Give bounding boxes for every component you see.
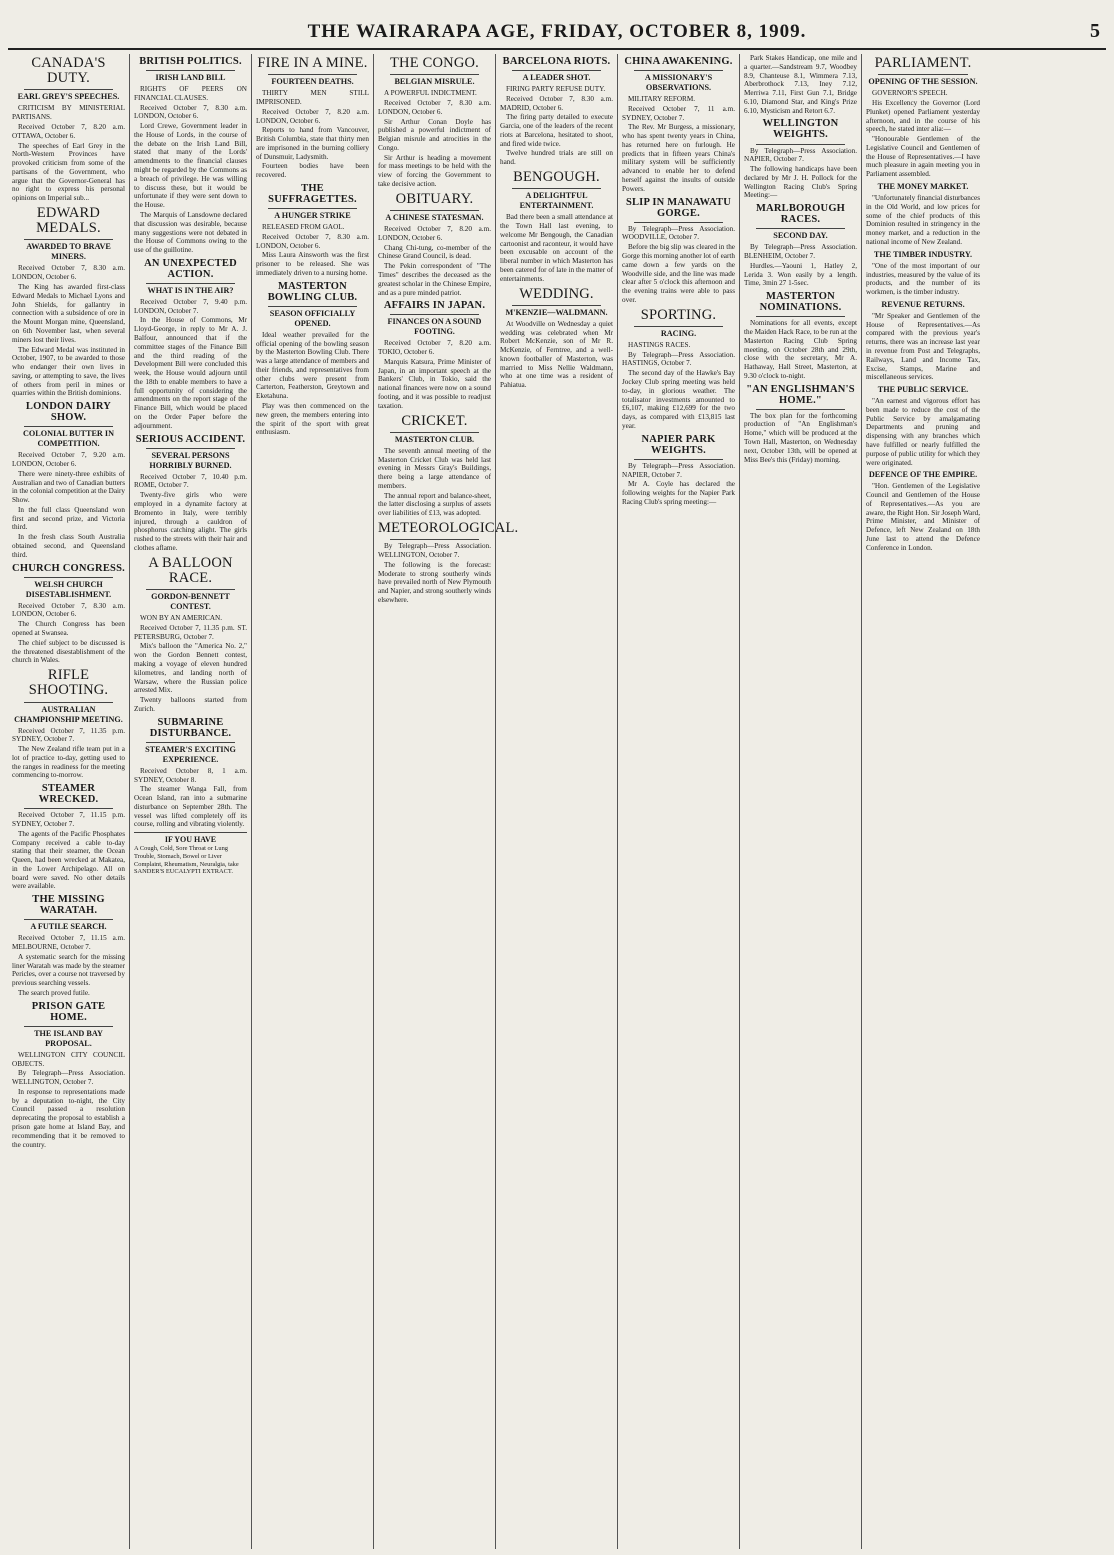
article bbox=[378, 414, 491, 518]
article bbox=[134, 717, 247, 830]
article-paragraph: The King has awarded first-class Edward Medals to Michael Lyons and John Shields, for gallantry in connection with a subsidence of ore in the Mount Morgan mine, Queensland, on 6th November last, when several miners lost their lives. bbox=[12, 283, 125, 344]
article-body bbox=[378, 447, 491, 518]
article-paragraph: The Church Congress has been opened at Swansea. bbox=[12, 620, 125, 637]
article bbox=[12, 563, 125, 665]
headline-rule bbox=[390, 210, 479, 211]
article-paragraph: Miss Laura Ainsworth was the first prisoner to be released. She was immediately driven to a nursing home. bbox=[256, 251, 369, 277]
headline-rule bbox=[634, 222, 723, 223]
article-headline: AFFAIRS IN JAPAN. bbox=[383, 300, 486, 312]
article-paragraph: Park Stakes Handicap, one mile and a quarter.—Sandstream 9.7, Woodbey 8.9, Chanteuse 8.1, Wimmera 7.13, Aberbrothock 7.13, Iney 7.12, Merriwa 7.11, First Gun 7.1, Bridge 6.10, Diamond Star, and King's Prize 6.10, Mysticism and Retort 6.7. bbox=[744, 54, 857, 115]
article bbox=[12, 56, 125, 203]
article-headline: AN UNEXPECTED ACTION. bbox=[144, 257, 237, 280]
article-paragraph: Chang Chi-tung, co-member of the Chinese Grand Council, is dead. bbox=[378, 243, 491, 261]
article-paragraph: The agents of the Pacific Phosphates Company received a cable to-day stating that their steamer, the Ocean Queen, had been wrecked at Makatea, in the Lower Archipelago. All on board were saved. No other details were available. bbox=[12, 829, 125, 891]
article-paragraph: By Telegraph—Press Association. HASTINGS, October 7. bbox=[622, 350, 735, 368]
article-body bbox=[256, 331, 369, 437]
article-subhead: RACING. bbox=[660, 328, 697, 338]
article-body bbox=[866, 397, 980, 467]
article bbox=[500, 170, 613, 283]
article-headline: THE MISSING WARATAH. bbox=[32, 894, 105, 917]
article bbox=[12, 783, 125, 891]
headline-rule bbox=[146, 742, 235, 743]
article-paragraph: RELEASED FROM GAOL. bbox=[262, 223, 345, 232]
article-headline: CANADA'S DUTY. bbox=[31, 55, 106, 87]
headline-rule bbox=[24, 702, 113, 703]
article-paragraph: The search proved futile. bbox=[18, 988, 90, 997]
article-body bbox=[744, 54, 857, 115]
article-paragraph: "Hon. Gentlemen of the Legislative Council and Gentlemen of the House of Representatives.—As you are aware, the Right Hon. Sir Joseph Ward, Prime Minister, and Minister of Defence, left New Zealand on 18th June last to attend the Defence Conference in London. bbox=[866, 482, 980, 552]
article bbox=[744, 384, 857, 465]
article-body bbox=[622, 95, 735, 194]
article-headline: CHURCH CONGRESS. bbox=[12, 562, 125, 574]
article bbox=[12, 894, 125, 998]
article-body bbox=[744, 243, 857, 288]
masthead-title: THE WAIRARAPA AGE, FRIDAY, OCTOBER 8, 1909. bbox=[307, 21, 807, 42]
article-paragraph: Nominations for all events, except the Maiden Hack Race, to be run at the Masterton Racing Club Spring meeting, on October 28th and 29th, close with the secretary, Mr A. Hathaway, Hall Street, Masterton, at 9.30 o'clock to-night. bbox=[744, 319, 857, 380]
article-subhead: STEAMER'S EXCITING EXPERIENCE. bbox=[145, 744, 236, 764]
headline-rule bbox=[268, 74, 357, 75]
article-paragraph: By Telegraph—Press Association. WOODVILLE, October 7. bbox=[622, 224, 735, 242]
article-subhead: SECOND DAY. bbox=[773, 231, 828, 241]
article bbox=[866, 385, 980, 467]
article-headline: MARLBOROUGH RACES. bbox=[755, 203, 846, 226]
article bbox=[622, 56, 735, 194]
article-paragraph: "Mr Speaker and Gentlemen of the House of Representatives.—As compared with the previous year's returns, there was an increase last year in revenue from Post and Telegraphs, Railways, Land and Income Tax, Excise, Stamps, Marine and miscellaneous services. bbox=[866, 311, 980, 382]
article-paragraph: There were ninety-three exhibits of Australian and two of Canadian butters in the colonial competition at the Dairy Show. bbox=[12, 469, 125, 505]
article-subhead: THE PUBLIC SERVICE. bbox=[877, 385, 969, 395]
article-paragraph: Marquis Katsura, Prime Minister of Japan, in an important speech at the Bankers' Club, in Tokio, said the national finances were now on a sound footing, and it was possible to readjust taxation. bbox=[378, 357, 491, 410]
article-paragraph: The following is the forecast: Moderate to strong southerly winds have prevailed north of New Plymouth and Napier, and strong southerly winds elsewhere. bbox=[378, 560, 491, 604]
headline-rule bbox=[756, 316, 845, 317]
article bbox=[134, 258, 247, 431]
headline-rule bbox=[756, 228, 845, 229]
article-body bbox=[744, 319, 857, 380]
column-6 bbox=[618, 54, 740, 1549]
article-paragraph: The Marquis of Lansdowne declared that discussion was desirable, because many suggestions were not debated in the House of Commons owing to the use of the guillotine. bbox=[134, 210, 247, 255]
article bbox=[12, 668, 125, 780]
article-paragraph: Received October 7, 9.40 p.m. LONDON, October 7. bbox=[134, 297, 247, 315]
article-paragraph: In the full class Queensland won first and second prize, and Victoria third. bbox=[12, 505, 125, 532]
article-headline: LONDON DAIRY SHOW. bbox=[25, 401, 112, 424]
article-body bbox=[622, 225, 735, 305]
headline-rule bbox=[390, 539, 479, 540]
article-paragraph: A systematic search for the missing liner Waratah was made by the steamer Pericles, over a course not traversed by previous searching vessels. bbox=[12, 952, 125, 988]
article bbox=[866, 250, 980, 297]
article-paragraph: The steamer Wanga Fall, from Ocean Island, ran into a submarine disturbance on September 28th. The vessel was lifted completely off its course, rolling and vibrating violently. bbox=[134, 785, 247, 829]
article-headline: SPORTING. bbox=[640, 306, 717, 323]
article bbox=[378, 300, 491, 410]
article-paragraph: HASTINGS RACES. bbox=[628, 340, 691, 349]
article-paragraph: Received October 7, 8.30 a.m. LONDON, October 6. bbox=[256, 232, 369, 250]
article-paragraph: The firing party detailed to execute Garcia, one of the leaders of the recent riots at Barcelona, hesitated to shoot, and fired wide twice. bbox=[500, 113, 613, 148]
article-body bbox=[866, 194, 980, 247]
article-body bbox=[500, 320, 613, 390]
article-paragraph: Ideal weather prevailed for the official opening of the bowling season by the Masterton Bowling Club. There was a large attendance of members and their friends, and representatives from other clubs were present from Carterton, Featherston, Greytown and Eketahuna. bbox=[256, 330, 369, 401]
article-paragraph: Received October 7, 8.30 a.m. LONDON, October 6. bbox=[12, 264, 125, 282]
article bbox=[12, 401, 125, 559]
headline-rule bbox=[634, 326, 723, 327]
article-subhead: A FUTILE SEARCH. bbox=[30, 922, 107, 932]
article bbox=[378, 56, 491, 189]
column-5 bbox=[496, 54, 618, 1549]
headline-rule bbox=[756, 144, 845, 145]
article-paragraph: WON BY AN AMERICAN. bbox=[140, 614, 222, 623]
article-paragraph: The New Zealand rifle team put in a lot of practice to-day, getting used to the ranges in readiness for the meeting commencing to-morrow. bbox=[12, 745, 125, 780]
article bbox=[622, 197, 735, 305]
article bbox=[134, 434, 247, 553]
headline-rule bbox=[24, 1026, 113, 1027]
column-8 bbox=[862, 54, 984, 1549]
headline-rule bbox=[878, 74, 968, 75]
article bbox=[134, 556, 247, 714]
article-headline: SUBMARINE DISTURBANCE. bbox=[149, 716, 232, 739]
article bbox=[500, 56, 613, 167]
article-headline: MASTERTON BOWLING CLUB. bbox=[267, 280, 358, 303]
article-paragraph: Received October 7, 8.30 a.m. LONDON, October 6. bbox=[134, 103, 247, 121]
article-paragraph: Received October 7, 8.20 a.m. TOKIO, October 6. bbox=[378, 339, 491, 357]
article-headline: THE CONGO. bbox=[390, 55, 479, 71]
article-paragraph: Bad there been a small attendance at the Town Hall last evening, to welcome Mr Bengough, the Canadian cartoonist and raconteur, it would have been excusable on account of the liberal number in which Masterton has been catered for of late in the matter of entertainments. bbox=[500, 213, 613, 283]
headline-rule bbox=[390, 432, 479, 433]
article-subhead: THE ISLAND BAY PROPOSAL. bbox=[34, 1028, 103, 1048]
article-paragraph: Received October 7, 8.30 a.m. MADRID, October 6. bbox=[500, 94, 613, 112]
article-subhead: A LEADER SHOT. bbox=[522, 73, 591, 83]
article-paragraph: The second day of the Hawke's Bay Jockey Club spring meeting was held to-day, in glorious weather. The totalisator investments amounted to £6,107, making £12,699 for the two days, as compared with £13,815 last year. bbox=[622, 369, 735, 430]
article bbox=[256, 281, 369, 437]
article-headline: PRISON GATE HOME. bbox=[31, 1000, 106, 1023]
headline-rule bbox=[634, 459, 723, 460]
article-paragraph: Received October 7, 11.15 a.m. MELBOURNE, October 7. bbox=[12, 934, 125, 952]
article-headline: NAPIER PARK WEIGHTS. bbox=[641, 433, 716, 456]
article-paragraph: Fourteen bodies have been recovered. bbox=[256, 162, 369, 180]
article-headline: THE SUFFRAGETTES. bbox=[268, 183, 357, 206]
article-headline: CHINA AWAKENING. bbox=[624, 56, 733, 67]
article-paragraph: The box plan for the forthcoming production of "An Englishman's Home," which will be produced at the Town Hall, Masterton, on Wednesday next, October 13th, will be opened at Miss Bee's this (Friday) morning. bbox=[744, 411, 857, 464]
article-subhead: AWARDED TO BRAVE MINERS. bbox=[26, 242, 111, 262]
headline-rule bbox=[24, 426, 113, 427]
article-paragraph: Twelve hundred trials are still on hand. bbox=[500, 149, 613, 167]
article-paragraph: FIRING PARTY REFUSE DUTY. bbox=[506, 85, 606, 94]
article-subhead: A MISSIONARY'S OBSERVATIONS. bbox=[644, 73, 713, 93]
headline-rule bbox=[634, 70, 723, 71]
article-body bbox=[622, 341, 735, 431]
article-paragraph: CRITICISM BY MINISTERIAL PARTISANS. bbox=[12, 104, 125, 122]
article-paragraph: Received October 7, 8.20 a.m. LONDON, October 6. bbox=[378, 225, 491, 242]
headline-rule bbox=[390, 74, 479, 75]
headline-rule bbox=[390, 314, 479, 315]
article-paragraph: THIRTY MEN STILL IMPRISONED. bbox=[256, 89, 369, 106]
article-body bbox=[256, 89, 369, 180]
column-7 bbox=[740, 54, 862, 1549]
article-subhead: DEFENCE OF THE EMPIRE. bbox=[868, 470, 978, 480]
article-body bbox=[378, 542, 491, 604]
article bbox=[744, 291, 857, 381]
headline-rule bbox=[24, 239, 113, 240]
article-subhead: THE MONEY MARKET. bbox=[877, 182, 969, 192]
masthead bbox=[8, 6, 1106, 50]
article-paragraph: By Telegraph—Press Association. NAPIER, October 7. bbox=[744, 146, 857, 164]
article bbox=[378, 192, 491, 297]
article-headline: EDWARD MEDALS. bbox=[36, 205, 101, 237]
article-paragraph: The Pekin correspondent of "The Times" describes the deceased as the greatest scholar in the Chinese Empire, and as a pure minded patriot. bbox=[378, 262, 491, 297]
article-paragraph: The Rev. Mr Burgess, a missionary, who has spent twenty years in China, has returned here on furlough. He predicts that in fifteen years China's military system will be sufficiently advanced to enable her to defend herself against the insults of outside Powers. bbox=[622, 123, 735, 193]
article-paragraph: Received October 7, 8.20 a.m. OTTAWA, October 6. bbox=[12, 123, 125, 140]
article-body bbox=[622, 462, 735, 507]
article-paragraph: The seventh annual meeting of the Masterton Cricket Club was held last evening in Messrs Gray's Buildings, there being a large attendance of members. bbox=[378, 446, 491, 490]
article-body bbox=[12, 1051, 125, 1150]
article bbox=[622, 308, 735, 431]
article-paragraph: Twenty balloons started from Zurich. bbox=[134, 696, 247, 713]
article-subhead: IRISH LAND BILL bbox=[155, 73, 226, 83]
article-headline: FIRE IN A MINE. bbox=[257, 55, 368, 71]
article-body bbox=[12, 934, 125, 997]
article-paragraph: GOVERNOR'S SPEECH. bbox=[872, 89, 948, 98]
article-paragraph: In the House of Commons, Mr Lloyd-George, in reply to Mr A. J. Balfour, announced that if the committee stages of the Finance Bill and the third reading of the Development Bill were concluded this week, the House would adjourn until the 18th to enable members to have a full opportunity of considering the amendments on the report stage of the Finance Bill, which would be placed on the Order Paper before the adjournment. bbox=[134, 316, 247, 430]
article-paragraph: Received October 7, 8.30 a.m. LONDON, October 6. bbox=[12, 601, 125, 619]
article-paragraph: Received October 7, 10.40 p.m. ROME, October 7. bbox=[134, 472, 247, 490]
column-4 bbox=[374, 54, 519, 1549]
article-body bbox=[866, 312, 980, 382]
article bbox=[12, 206, 125, 398]
article-body bbox=[12, 104, 125, 203]
article-headline: PARLIAMENT. bbox=[874, 55, 972, 71]
article-body bbox=[12, 811, 125, 891]
article bbox=[744, 118, 857, 200]
headline-rule bbox=[512, 70, 601, 71]
column-3 bbox=[252, 54, 374, 1549]
article-paragraph: By Telegraph—Press Association. WELLINGTON, October 7. bbox=[378, 542, 491, 560]
article-paragraph: The annual report and balance-sheet, the latter disclosing a surplus of assets over liabilities of £13, was adopted. bbox=[378, 491, 491, 518]
article-paragraph: Lord Crewe, Government leader in the House of Lords, in the course of the debate on the Irish Land Bill, stated that many of the Lords' amendments to the financial clauses might be regarded by the Commons as a breach of privilege. He was willing to discuss these, but it would be unfortunate if they were sent down to the House. bbox=[134, 122, 247, 210]
article-paragraph: Before the big slip was cleared in the Gorge this morning another lot of earth came down a few yards on the Woodville side, and the line was made clear after 5 o'clock this afternoon and the evening trains were able to pass over. bbox=[622, 243, 735, 304]
article-body bbox=[134, 473, 247, 553]
article bbox=[866, 56, 980, 179]
article-subhead: COLONIAL BUTTER IN COMPETITION. bbox=[23, 429, 114, 449]
article-paragraph: Mr A. Coyle has declared the following weights for the Napier Park Racing Club's spring meeting:— bbox=[622, 480, 735, 506]
article bbox=[622, 434, 735, 507]
article-subhead: A HUNGER STRIKE bbox=[274, 211, 351, 221]
article-paragraph: Sir Arthur Conan Doyle has published a powerful indictment of Belgian misrule and atrocities in the Congo. bbox=[378, 117, 491, 152]
article-headline: STEAMER WRECKED. bbox=[38, 783, 99, 806]
article-body bbox=[134, 298, 247, 431]
article-subhead: SEVERAL PERSONS HORRIBLY BURNED. bbox=[149, 450, 232, 470]
article-body bbox=[744, 147, 857, 201]
article-headline: RIFLE SHOOTING. bbox=[28, 667, 109, 699]
headline-rule bbox=[146, 283, 235, 284]
article-paragraph: "An earnest and vigorous effort has been made to reduce the cost of the Public Service by amalgamating Departments and pruning and dispensing with any branches which have fulfilled or nearly fulfilled the purpose of public utility for which they were originated. bbox=[866, 397, 980, 467]
article-paragraph: Received October 8, 1 a.m. SYDNEY, October 8. bbox=[134, 766, 247, 784]
headline-rule bbox=[146, 589, 235, 590]
headline-rule bbox=[512, 188, 601, 189]
column-2 bbox=[130, 54, 252, 1549]
article-paragraph: The following handicaps have been declared by Mr J. H. Pollock for the Wellington Racing Club's Spring Meeting:— bbox=[744, 165, 857, 200]
headline-rule bbox=[24, 577, 113, 578]
article-paragraph: "Honourable Gentlemen of the Legislative Council and Gentlemen of the House of Representatives.—I have much pleasure in again meeting you in Parliament assembled. bbox=[866, 135, 980, 179]
article-body bbox=[12, 727, 125, 781]
article-body bbox=[500, 213, 613, 283]
article-body bbox=[378, 89, 491, 189]
article-paragraph: Mix's balloon the "America No. 2," won the Gordon Bennett contest, making a voyage of eleven hundred kilometres, and landing north of Warsaw, where the Russian police arrested Mix. bbox=[134, 642, 247, 695]
article-paragraph: Sir Arthur is heading a movement for mass meetings to be held with the view of forcing the Government to take decisive action. bbox=[378, 153, 491, 189]
article-paragraph: A POWERFUL INDICTMENT. bbox=[384, 89, 477, 98]
article-paragraph: Received October 7, 11.15 p.m. SYDNEY, October 7. bbox=[12, 811, 125, 829]
article-body bbox=[744, 412, 857, 465]
article bbox=[500, 287, 613, 390]
article-subhead: THE TIMBER INDUSTRY. bbox=[873, 249, 973, 259]
article-paragraph: At Woodville on Wednesday a quiet wedding was celebrated when Mr Robert McKenzie, son of Mr R. McKenzie, of Ferntree, and a well-known footballer of Masterton, was married to Miss Nellie Waldmann, who at one time was a resident of Pahiatua. bbox=[500, 319, 613, 390]
article bbox=[866, 300, 980, 382]
article-body bbox=[866, 262, 980, 297]
headline-rule bbox=[512, 305, 601, 306]
article bbox=[12, 1001, 125, 1150]
article-paragraph: Received October 7, 11.35 p.m. SYDNEY, October 7. bbox=[12, 726, 125, 744]
article-body bbox=[12, 264, 125, 398]
article-paragraph: "One of the most important of our industries, measured by the value of its products, and the number of its workmen, is the timber industry. bbox=[866, 261, 980, 297]
article-paragraph: Twenty-five girls who were employed in a dynamite factory at Bromento in Italy, were terribly injured, through a cauldron of phosphorus catching alight. The girls rushed to the streets with their hair and clothes aflame. bbox=[134, 491, 247, 552]
article-subhead: MASTERTON CLUB. bbox=[394, 434, 475, 444]
article-body bbox=[500, 85, 613, 167]
article-paragraph: WELLINGTON CITY COUNCIL OBJECTS. bbox=[12, 1050, 125, 1068]
article-paragraph: Received October 7, 11 a.m. SYDNEY, October 7. bbox=[622, 104, 735, 122]
article-subhead: M'KENZIE—WALDMANN. bbox=[505, 307, 608, 317]
article-paragraph: RIGHTS OF PEERS ON FINANCIAL CLAUSES. bbox=[134, 85, 247, 102]
article-paragraph: In the fresh class South Australia obtained second, and Queensland third. bbox=[12, 533, 125, 559]
article bbox=[744, 54, 857, 115]
article-paragraph: By Telegraph—Press Association. WELLINGTON, October 7. bbox=[12, 1069, 125, 1087]
article-headline: BENGOUGH. bbox=[513, 169, 600, 186]
article-paragraph: Received October 7, 8.30 a.m. LONDON, October 6. bbox=[378, 99, 491, 116]
article-body bbox=[134, 767, 247, 829]
ad-title: IF YOU HAVE bbox=[164, 835, 217, 845]
article-paragraph: MILITARY REFORM. bbox=[628, 95, 696, 104]
article-paragraph: Play was then commenced on the new green, the members entering into the spirit of the sport with great enthusiasm. bbox=[256, 402, 369, 437]
article-headline: METEOROLOGICAL. bbox=[378, 520, 519, 537]
headline-rule bbox=[24, 808, 113, 809]
article-paragraph: By Telegraph—Press Association. NAPIER, October 7. bbox=[622, 461, 735, 479]
column-1 bbox=[8, 54, 130, 1549]
headline-rule bbox=[268, 208, 357, 209]
headline-rule bbox=[268, 306, 357, 307]
article-paragraph: Hurdles.—Yaouni 1, Hatley 2, Lerida 3. Won easily by a length. Time, 3min 27 1-5sec. bbox=[744, 261, 857, 288]
article-subhead: GORDON-BENNETT CONTEST. bbox=[151, 592, 230, 612]
article-subhead: OPENING OF THE SESSION. bbox=[868, 77, 978, 87]
article bbox=[744, 203, 857, 288]
article bbox=[256, 56, 369, 180]
article-body bbox=[378, 225, 491, 297]
article-subhead: WHAT IS IN THE AIR? bbox=[147, 285, 234, 295]
article bbox=[256, 183, 369, 278]
article-body bbox=[378, 339, 491, 410]
article-paragraph: Received October 7, 9.20 a.m. LONDON, October 6. bbox=[12, 451, 125, 468]
article bbox=[134, 56, 247, 255]
article-body bbox=[12, 451, 125, 559]
article-body bbox=[256, 223, 369, 278]
article-body bbox=[12, 602, 125, 665]
article-body bbox=[866, 482, 980, 552]
article-subhead: FINANCES ON A SOUND FOOTING. bbox=[387, 317, 482, 337]
article-paragraph: The Edward Medal was instituted in October, 1907, to be awarded to those who endanger their own lives in saving, or attempting to save, the lives of others from peril in mines or quarries within the British dominions. bbox=[12, 345, 125, 398]
headline-rule bbox=[24, 919, 113, 920]
article-paragraph: Received October 7, 11.35 p.m. ST. PETERSBURG, October 7. bbox=[134, 623, 247, 641]
advertisement bbox=[134, 832, 247, 876]
article-subhead: WELSH CHURCH DISESTABLISHMENT. bbox=[25, 579, 112, 599]
article bbox=[866, 182, 980, 247]
article bbox=[866, 470, 980, 552]
headline-rule bbox=[24, 89, 113, 90]
headline-rule bbox=[146, 70, 235, 71]
article-paragraph: The speeches of Earl Grey in the North-Western Provinces have provoked criticism from some of the partisans of the Government, who argue that the Governor-General has no right to express his personal opinions on Imperial sub... bbox=[12, 141, 125, 203]
article-headline: A BALLOON RACE. bbox=[148, 554, 233, 586]
article-headline: SERIOUS ACCIDENT. bbox=[135, 433, 246, 445]
article-headline: "AN ENGLISHMAN'S HOME." bbox=[746, 383, 855, 406]
article-headline: BARCELONA RIOTS. bbox=[502, 56, 611, 67]
article-paragraph: Reports to hand from Vancouver, British Columbia, state that thirty men are imprisoned in the burning colliery of Dunsmuir, Ladysmith. bbox=[256, 126, 369, 161]
article-headline: OBITUARY. bbox=[395, 190, 474, 207]
article-body bbox=[134, 614, 247, 714]
article-headline: WEDDING. bbox=[519, 285, 594, 302]
ad-body: A Cough, Cold, Sore Throat or Lung Trouble, Stomach, Bowel or Liver Complaint, Rheumatism, Neuralgia, take SANDER'S EUCALYPTI EXTRACT. bbox=[134, 844, 239, 876]
article-body bbox=[866, 89, 980, 179]
article-paragraph: "Unfortunately financial disturbances in the Old World, and low prices for some of the chief products of this Dominion resulted in stringency in the money market, and a reduction in the national income of New Zealand. bbox=[866, 194, 980, 246]
article-subhead: A CHINESE STATESMAN. bbox=[385, 213, 484, 223]
columns bbox=[8, 54, 1106, 1549]
article-subhead: A DELIGHTFUL ENTERTAINMENT. bbox=[519, 191, 594, 211]
article-paragraph: In response to representations made by a deputation to-night, the City Council passed a resolution deprecating the proposal to establish a prison gate home at Island Bay, and recommending that it be removed to the country. bbox=[12, 1087, 125, 1149]
article bbox=[378, 520, 519, 605]
article-subhead: EARL GREY'S SPEECHES. bbox=[17, 92, 120, 102]
article-subhead: AUSTRALIAN CHAMPIONSHIP MEETING. bbox=[14, 704, 123, 724]
article-headline: MASTERTON NOMINATIONS. bbox=[759, 291, 842, 314]
page-number: 5 bbox=[1090, 20, 1100, 42]
article-paragraph: His Excellency the Governor (Lord Plunket) opened Parliament yesterday afternoon, and in the course of his speech, he stated inter alia:— bbox=[866, 99, 980, 134]
article-subhead: SEASON OFFICIALLY OPENED. bbox=[269, 308, 356, 328]
article-headline: BRITISH POLITICS. bbox=[139, 56, 242, 67]
article-subhead: REVENUE RETURNS. bbox=[881, 299, 965, 309]
article-paragraph: The chief subject to be discussed is the threatened disestablishment of the church in Wales. bbox=[12, 638, 125, 665]
article-headline: CRICKET. bbox=[401, 412, 468, 429]
headline-rule bbox=[146, 448, 235, 449]
article-headline: SLIP IN MANAWATU GORGE. bbox=[625, 196, 732, 219]
article-body bbox=[134, 85, 247, 255]
headline-rule bbox=[756, 409, 845, 410]
article-headline: WELLINGTON WEIGHTS. bbox=[762, 118, 839, 141]
article-paragraph: Received October 7, 8.20 a.m. LONDON, October 6. bbox=[256, 107, 369, 125]
article-subhead: BELGIAN MISRULE. bbox=[394, 77, 475, 87]
article-subhead: FOURTEEN DEATHS. bbox=[271, 77, 354, 87]
article-paragraph: By Telegraph—Press Association. BLENHEIM, October 7. bbox=[744, 243, 857, 260]
